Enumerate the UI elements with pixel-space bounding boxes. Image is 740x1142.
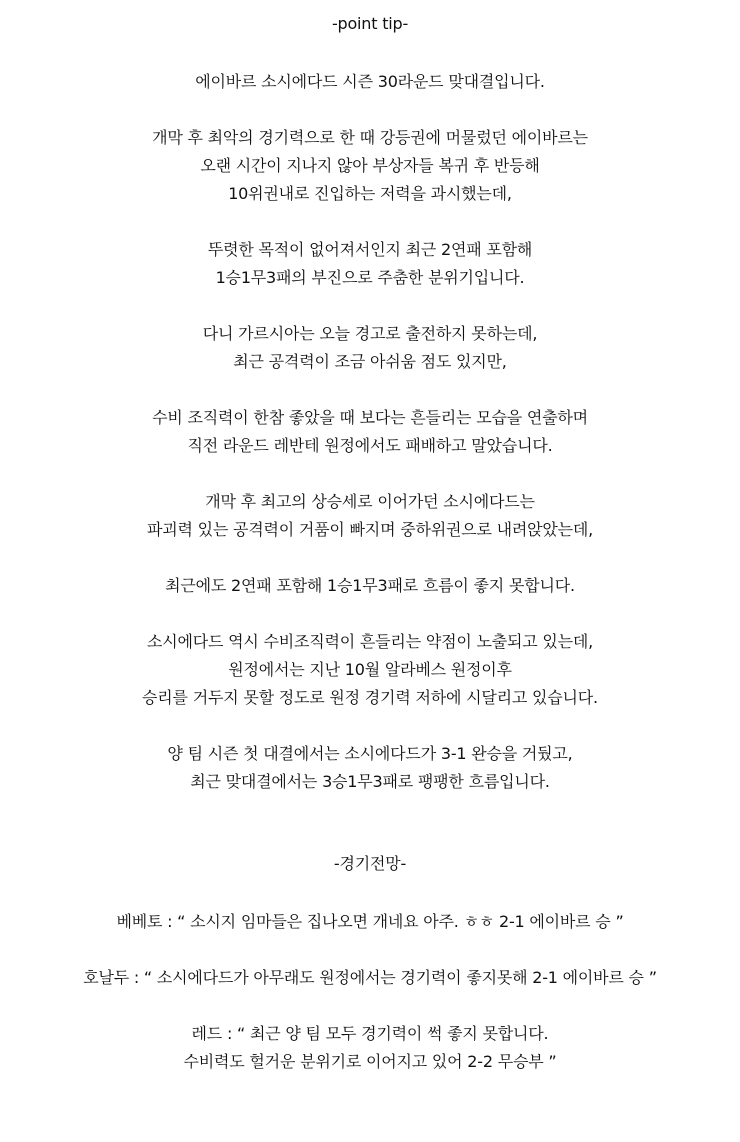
sociedad-p3-line-2: 원정에서는 지난 10월 알라베스 원정이후: [228, 660, 512, 679]
forecast-header: -경기전망-: [333, 854, 407, 873]
eibar-p3-line-2: 최근 공격력이 조금 아쉬움 점도 있지만,: [233, 352, 507, 371]
eibar-p1-line-3: 10위권내로 진입하는 저력을 과시했는데,: [228, 184, 512, 203]
eibar-p2-line-2: 1승1무3패의 부진으로 주춤한 분위기입니다.: [215, 268, 525, 287]
sociedad-p3-line-3: 승리를 거두지 못할 정도로 원정 경기력 저하에 시달리고 있습니다.: [142, 688, 598, 707]
prediction-red-line-1: 레드 : “ 최근 양 팀 모두 경기력이 썩 좋지 못합니다.: [191, 1024, 549, 1043]
eibar-p2-line-1: 뚜렷한 목적이 없어져서인지 최근 2연패 포함해: [207, 240, 533, 259]
eibar-p3-line-1: 다니 가르시아는 오늘 경고로 출전하지 못하는데,: [202, 324, 538, 343]
sociedad-p3-line-1: 소시에다드 역시 수비조직력이 흔들리는 약점이 노출되고 있는데,: [146, 632, 594, 651]
sociedad-p1-line-1: 개막 후 최고의 상승세로 이어가던 소시에다드는: [205, 492, 535, 511]
point-tip-header: -point tip-: [331, 14, 409, 33]
prediction-bebeto: 베베토 : “ 소시지 임마들은 집나오면 개네요 아주. ㅎㅎ 2-1 에이바르 승 ”: [116, 912, 624, 931]
head-to-head-line-2: 최근 맞대결에서는 3승1무3패로 팽팽한 흐름입니다.: [190, 772, 550, 791]
eibar-p1-line-1: 개막 후 최악의 경기력으로 한 때 강등권에 머물렀던 에이바르는: [152, 128, 588, 147]
head-to-head-line-1: 양 팀 시즌 첫 대결에서는 소시에다드가 3-1 완승을 거뒀고,: [167, 744, 573, 763]
prediction-red-line-2: 수비력도 헐거운 분위기로 이어지고 있어 2-2 무승부 ”: [183, 1052, 557, 1071]
intro-line: 에이바르 소시에다드 시즌 30라운드 맞대결입니다.: [195, 72, 545, 91]
prediction-ronaldo: 호날두 : “ 소시에다드가 아무래도 원정에서는 경기력이 좋지못해 2-1 에이바르 승 ”: [83, 968, 657, 987]
sociedad-p1-line-2: 파괴력 있는 공격력이 거품이 빠지며 중하위권으로 내려앉았는데,: [146, 520, 594, 539]
sociedad-p2-line-1: 최근에도 2연패 포함해 1승1무3패로 흐름이 좋지 못합니다.: [165, 576, 575, 595]
eibar-p4-line-1: 수비 조직력이 한참 좋았을 때 보다는 흔들리는 모습을 연출하며: [152, 408, 588, 427]
eibar-p4-line-2: 직전 라운드 레반테 원정에서도 패배하고 말았습니다.: [187, 436, 553, 455]
eibar-p1-line-2: 오랜 시간이 지나지 않아 부상자들 복귀 후 반등해: [200, 156, 540, 175]
